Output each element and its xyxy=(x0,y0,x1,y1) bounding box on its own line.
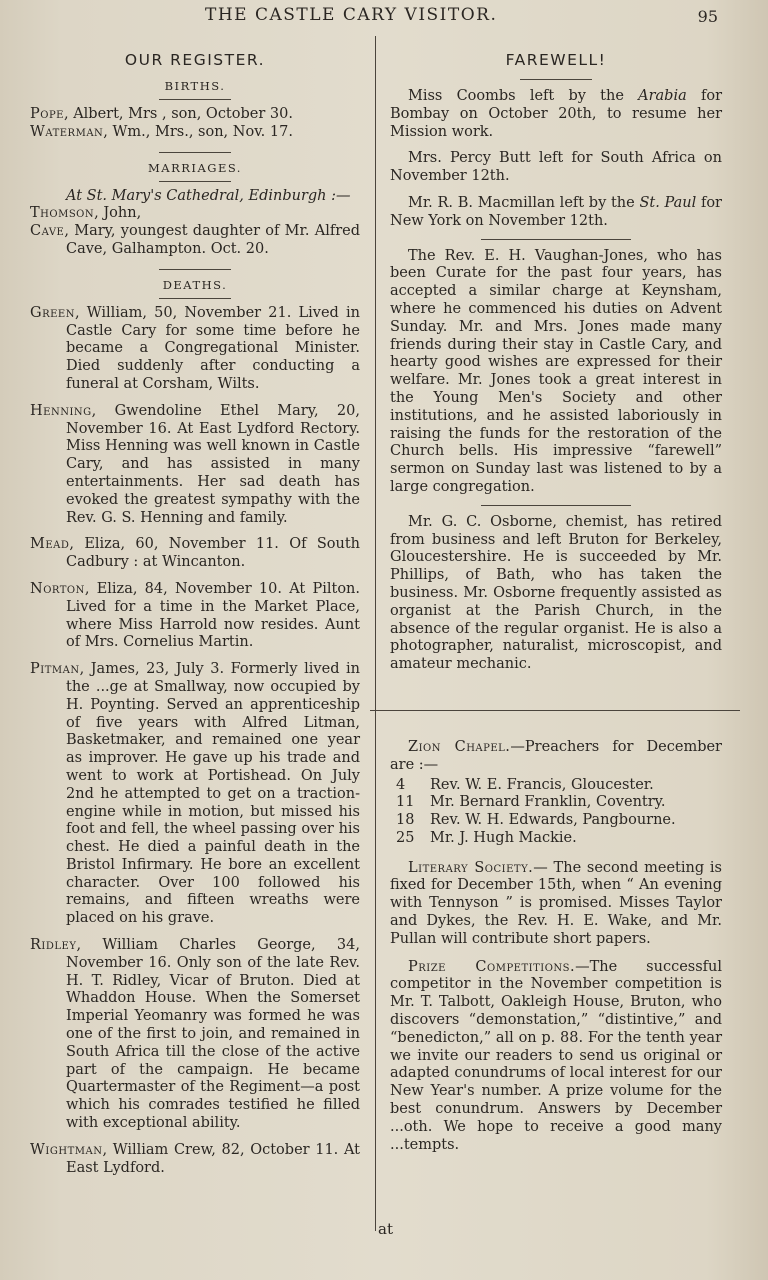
register-entry: Henning, Gwendoline Ethel Mary, 20, November 16. At East Lydford Rectory. Miss Henning was well known in Castle Cary, and has assisted in many entertainments. Her sad death has evoked the greatest sympathy with the Rev. G. S. Henning and family. xyxy=(30,402,360,526)
farewell-paragraph: Miss Coombs left by the Arabia for Bombay on October 20th, to resume her Mission work. xyxy=(390,88,722,140)
news-column xyxy=(390,36,722,1154)
prize-competitions-paragraph: Prize Competitions.—The successful competitor in the November competition is Mr. T. Talbott, Oakleigh House, Bruton, who discovers “demonstation,” “distintive,” and “benedicton,” all on p. 88. For the tenth year we invite our readers to send us original or adapted conundrums of local interest for our New Year's number. A prize volume for the best conundrum. Answers by December ...oth. We hope to receive a good many ...tempts. xyxy=(390,958,722,1153)
divider xyxy=(159,298,231,299)
divider xyxy=(159,152,231,153)
register-entry: Mead, Eliza, 60, November 11. Of South Cadbury : at Wincanton. xyxy=(30,536,360,571)
register-entry: Cave, Mary, youngest daughter of Mr. Alfred Cave, Galhampton. Oct. 20. xyxy=(30,223,360,257)
register-entry: Ridley, William Charles George, 34, November 16. Only son of the late Rev. H. T. Ridley, Vicar of Bruton. Died at Whaddon House. When the Somerset Imperial Yeomanry was formed he was one of the first to join, and remained in South Africa till the close of the active part of the campaign. He became Quartermaster of the Regiment—a post which his comrades testified he filled with exceptional ability. xyxy=(30,937,360,1132)
column-divider xyxy=(375,36,376,1231)
divider xyxy=(159,269,231,270)
register-entry: Pope, Albert, Mrs , son, October 30. xyxy=(30,106,293,122)
vaughan-jones-paragraph: The Rev. E. H. Vaughan-Jones, who has been Curate for the past four years, has accepted a similar charge at Keynsham, where he commenced his duties on Advent Sunday. Mr. and Mrs. Jones made many friends during their stay in Castle Cary, and hearty good wishes are expressed for their welfare. Mr. Jones took a great interest in the Young Men's Society and other institutions, and he assisted laboriously in raising the funds for the restoration of the Church bells. His impressive “farewell” sermon on Sunday last was listened to by a large congregation. xyxy=(390,247,722,495)
preachers-list xyxy=(390,777,722,848)
divider xyxy=(159,181,231,182)
births-heading: BIRTHS. xyxy=(164,79,226,93)
register-entry: Wightman, William Crew, 82, October 11. At East Lydford. xyxy=(30,1141,360,1176)
preacher-row: 4 Rev. W. E. Francis, Gloucester. xyxy=(396,776,654,793)
page-number: 95 xyxy=(697,7,718,26)
divider xyxy=(159,99,231,100)
marriages-list xyxy=(30,188,360,259)
births-list xyxy=(30,106,360,142)
bottom-mark: at xyxy=(378,1220,393,1238)
register-entry: Green, William, 50, November 21. Lived in Castle Cary for some time before he became a Congregational Minister. Died suddenly after conducting a funeral at Corsham, Wilts. xyxy=(30,304,360,392)
farewell-paragraph: Mrs. Percy Butt left for South Africa on November 12th. xyxy=(390,150,722,185)
divider xyxy=(481,505,631,506)
zion-chapel-paragraph: Zion Chapel.—Preachers for December are :— xyxy=(390,738,722,773)
literary-society-paragraph: Literary Society.— The second meeting is fixed for December 15th, when “ An evening with Tennyson ” is promised. Misses Taylor and Dykes, the Rev. H. E. Wake, and Mr. Pullan will contribute short papers. xyxy=(390,859,722,947)
register-title: OUR REGISTER. xyxy=(124,51,266,69)
preacher-row: 11 Mr. Bernard Franklin, Coventry. xyxy=(396,794,666,811)
deaths-heading: DEATHS. xyxy=(162,277,228,292)
osborne-paragraph: Mr. G. C. Osborne, chemist, has retired from business and left Bruton for Berkeley, Gloucestershire. He is succeeded by Mr. Phillips, of Bath, who has taken the business. Mr. Osborne frequently assisted as organist at the Parish Church, in the absence of the regular organist. He is also a photographer, naturalist, microscopist, and amateur mechanic. xyxy=(390,513,722,673)
marriages-heading: MARRIAGES. xyxy=(148,160,242,175)
preacher-row: 25 Mr. J. Hugh Mackie. xyxy=(396,829,577,846)
wedding-place: At St. Mary's Cathedral, Edinburgh :— xyxy=(66,187,351,204)
farewell-paragraph: Mr. R. B. Macmillan left by the St. Paul for New York on November 12th. xyxy=(390,194,722,229)
register-entry: Waterman, Wm., Mrs., son, Nov. 17. xyxy=(30,123,293,140)
deaths-list xyxy=(30,305,360,1178)
register-column xyxy=(30,36,360,1177)
register-entry: Pitman, James, 23, July 3. Formerly lived in the ...ge at Smallway, now occupied by H. Poynting. Served an apprenticeship of five years with Alfred Litman, Basketmaker, and remained one year as improver. He gave up his trade and went to work at Portishead. On July 2nd he attempted to get on a traction-engine while in motion, but missed his foot and fell, the wheel passing over his chest. He died a painful death in the Bristol Infirmary. He bore an excellent character. Over 100 followed his remains, and fifteen wreaths were placed on his grave. xyxy=(30,661,360,927)
publication-title: THE CASTLE CARY VISITOR. xyxy=(205,5,498,25)
divider xyxy=(520,79,592,80)
farewell-title: FAREWELL! xyxy=(505,51,607,69)
running-head xyxy=(0,4,768,28)
preacher-row: 18 Rev. W. H. Edwards, Pangbourne. xyxy=(396,812,676,829)
register-entry: Norton, Eliza, 84, November 10. At Pilton. Lived for a time in the Market Place, where Miss Harrold now resides. Aunt of Mrs. Cornelius Martin. xyxy=(30,580,360,651)
divider xyxy=(481,239,631,240)
register-entry: Thomson, John, xyxy=(30,205,142,222)
